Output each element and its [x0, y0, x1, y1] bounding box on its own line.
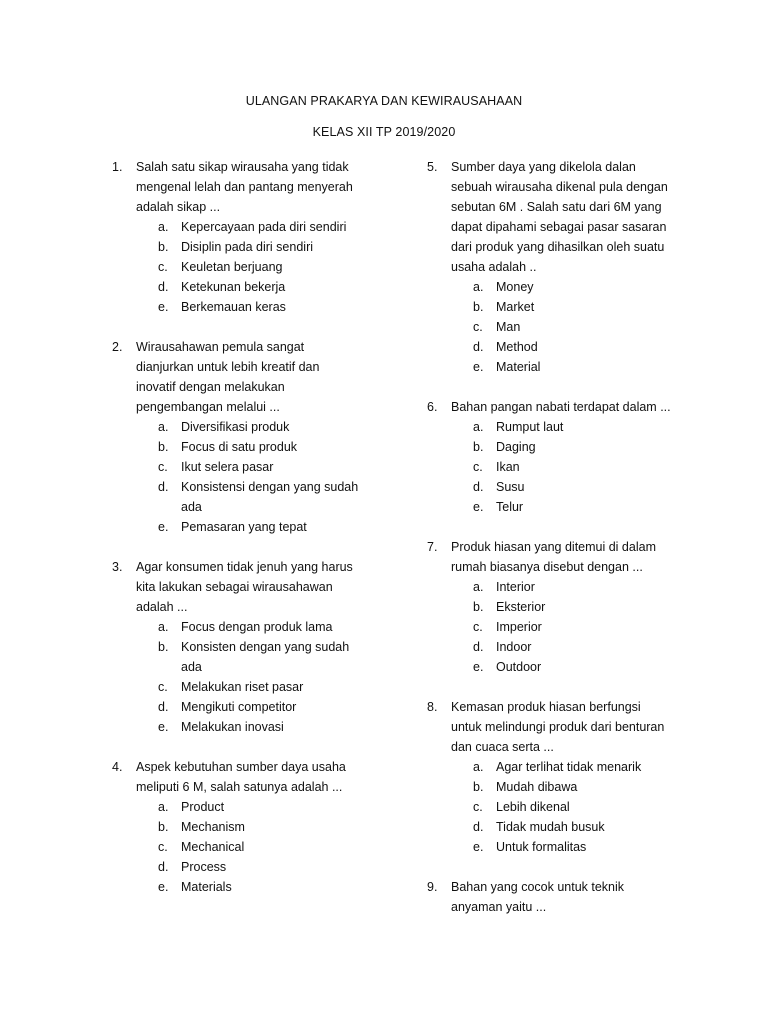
option-letter: a.: [158, 220, 169, 234]
answer-option: [136, 697, 374, 717]
option-letter: e.: [158, 300, 169, 314]
option-text-line: Eksterior: [496, 600, 546, 614]
question-number: 7.: [427, 540, 438, 554]
question-text-line: sebuah wirausaha dikenal pula dengan: [451, 180, 668, 194]
question-item: [427, 537, 695, 677]
option-text-line: Process: [181, 860, 227, 874]
answer-option: [136, 237, 374, 257]
answer-option: [136, 437, 374, 457]
question-spacer: [427, 517, 695, 537]
question-text-line: adalah sikap ...: [136, 200, 221, 214]
answer-option: [136, 257, 374, 277]
option-letter: b.: [158, 440, 169, 454]
option-text-line: Rumput laut: [496, 420, 564, 434]
option-text-line: Kepercayaan pada diri sendiri: [181, 220, 347, 234]
answer-option: [451, 277, 695, 297]
answer-option: [136, 417, 374, 437]
answer-option: [451, 437, 695, 457]
option-letter: a.: [158, 420, 169, 434]
answer-option: [451, 497, 695, 517]
question-number: 9.: [427, 880, 438, 894]
question-spacer: [427, 677, 695, 697]
option-text-line: Ikan: [496, 460, 520, 474]
option-letter: c.: [158, 460, 168, 474]
document-title: ULANGAN PRAKARYA DAN KEWIRAUSAHAAN: [245, 94, 523, 108]
option-list: [451, 577, 695, 677]
answer-option: [136, 717, 374, 737]
option-text-line: Konsistensi dengan yang sudah: [181, 480, 359, 494]
option-text-line: Lebih dikenal: [496, 800, 570, 814]
option-text-line: Indoor: [496, 640, 532, 654]
option-text-line: Material: [496, 360, 541, 374]
option-letter: b.: [473, 780, 484, 794]
question-number: 6.: [427, 400, 438, 414]
question-text-line: rumah biasanya disebut dengan ...: [451, 560, 643, 574]
question-text-line: Agar konsumen tidak jenuh yang harus: [136, 560, 353, 574]
option-letter: e.: [473, 660, 484, 674]
option-text-line: Materials: [181, 880, 232, 894]
answer-option: [136, 477, 374, 517]
option-letter: d.: [158, 700, 169, 714]
option-letter: a.: [473, 280, 484, 294]
answer-option: [136, 277, 374, 297]
question-text-line: untuk melindungi produk dari benturan: [451, 720, 665, 734]
question-text-line: Salah satu sikap wirausaha yang tidak: [136, 160, 349, 174]
answer-option: [451, 457, 695, 477]
option-letter: d.: [473, 820, 484, 834]
question-text-line: usaha adalah ..: [451, 260, 537, 274]
question-item: [427, 157, 695, 377]
option-letter: b.: [473, 300, 484, 314]
answer-option: [136, 637, 374, 677]
answer-option: [451, 817, 695, 837]
option-list: [136, 417, 374, 537]
question-text-line: sebutan 6M . Salah satu dari 6M yang: [451, 200, 662, 214]
option-text-line: Berkemauan keras: [181, 300, 286, 314]
option-letter: b.: [473, 600, 484, 614]
option-letter: d.: [158, 280, 169, 294]
answer-option: [451, 417, 695, 437]
question-text-line: adalah ...: [136, 600, 188, 614]
question-number: 5.: [427, 160, 438, 174]
option-text-line: Ikut selera pasar: [181, 460, 274, 474]
answer-option: [136, 677, 374, 697]
option-letter: c.: [473, 800, 483, 814]
answer-option: [451, 837, 695, 857]
answer-option: [451, 597, 695, 617]
option-letter: d.: [473, 480, 484, 494]
option-text-line: Mudah dibawa: [496, 780, 578, 794]
question-spacer: [112, 537, 374, 557]
question-spacer: [112, 737, 374, 757]
question-text-line: dapat dipahami sebagai pasar sasaran: [451, 220, 667, 234]
question-text-line: Kemasan produk hiasan berfungsi: [451, 700, 641, 714]
option-text-line: Market: [496, 300, 535, 314]
option-letter: e.: [473, 500, 484, 514]
question-item: [112, 557, 374, 737]
option-text-line: Melakukan riset pasar: [181, 680, 304, 694]
option-text-line: ada: [181, 660, 202, 674]
answer-option: [451, 757, 695, 777]
option-letter: d.: [158, 860, 169, 874]
option-list: [451, 757, 695, 857]
question-number: 2.: [112, 340, 123, 354]
question-number: 8.: [427, 700, 438, 714]
option-text-line: Focus dengan produk lama: [181, 620, 333, 634]
option-letter: c.: [158, 840, 168, 854]
option-text-line: Agar terlihat tidak menarik: [496, 760, 642, 774]
answer-option: [136, 877, 374, 897]
option-letter: b.: [158, 820, 169, 834]
answer-option: [136, 617, 374, 637]
right-question-column: [427, 157, 695, 917]
question-number: 3.: [112, 560, 123, 574]
answer-option: [451, 637, 695, 657]
option-letter: c.: [158, 680, 168, 694]
option-text-line: Mechanism: [181, 820, 245, 834]
answer-option: [451, 357, 695, 377]
option-list: [136, 797, 374, 897]
question-item: [427, 697, 695, 857]
option-letter: c.: [473, 620, 483, 634]
answer-option: [451, 477, 695, 497]
option-text-line: ada: [181, 500, 202, 514]
option-text-line: Outdoor: [496, 660, 542, 674]
option-text-line: Untuk formalitas: [496, 840, 587, 854]
answer-option: [451, 777, 695, 797]
answer-option: [451, 577, 695, 597]
option-letter: b.: [158, 640, 169, 654]
question-text-line: Aspek kebutuhan sumber daya usaha: [136, 760, 346, 774]
question-text-line: dianjurkan untuk lebih kreatif dan: [136, 360, 320, 374]
question-text-line: meliputi 6 M, salah satunya adalah ...: [136, 780, 343, 794]
option-letter: c.: [158, 260, 168, 274]
option-letter: a.: [473, 760, 484, 774]
option-list: [451, 277, 695, 377]
question-spacer: [112, 317, 374, 337]
question-text-line: anyaman yaitu ...: [451, 900, 547, 914]
option-text-line: Mechanical: [181, 840, 245, 854]
option-text-line: Keuletan berjuang: [181, 260, 283, 274]
answer-option: [136, 797, 374, 817]
option-text-line: Man: [496, 320, 521, 334]
option-letter: a.: [158, 620, 169, 634]
option-text-line: Tidak mudah busuk: [496, 820, 605, 834]
option-letter: c.: [473, 460, 483, 474]
option-text-line: Diversifikasi produk: [181, 420, 290, 434]
option-list: [451, 417, 695, 517]
option-text-line: Ketekunan bekerja: [181, 280, 286, 294]
option-text-line: Focus di satu produk: [181, 440, 298, 454]
question-text-line: kita lakukan sebagai wirausahawan: [136, 580, 333, 594]
option-letter: a.: [473, 420, 484, 434]
question-spacer: [427, 377, 695, 397]
option-text-line: Konsisten dengan yang sudah: [181, 640, 350, 654]
answer-option: [451, 657, 695, 677]
option-letter: b.: [158, 240, 169, 254]
question-text-line: dan cuaca serta ...: [451, 740, 554, 754]
option-text-line: Product: [181, 800, 225, 814]
question-text-line: Wirausahawan pemula sangat: [136, 340, 305, 354]
answer-option: [136, 817, 374, 837]
option-letter: e.: [158, 880, 169, 894]
answer-option: [136, 857, 374, 877]
answer-option: [136, 837, 374, 857]
option-list: [136, 617, 374, 737]
option-text-line: Melakukan inovasi: [181, 720, 284, 734]
question-text-line: Produk hiasan yang ditemui di dalam: [451, 540, 656, 554]
option-letter: b.: [473, 440, 484, 454]
answer-option: [136, 457, 374, 477]
question-text-line: pengembangan melalui ...: [136, 400, 280, 414]
question-item: [427, 397, 695, 517]
option-letter: e.: [473, 360, 484, 374]
question-item: [112, 337, 374, 537]
question-text-line: Bahan pangan nabati terdapat dalam ...: [451, 400, 671, 414]
answer-option: [451, 297, 695, 317]
question-item: [112, 757, 374, 897]
option-letter: e.: [473, 840, 484, 854]
option-text-line: Telur: [496, 500, 524, 514]
option-text-line: Mengikuti competitor: [181, 700, 297, 714]
option-letter: d.: [158, 480, 169, 494]
option-text-line: Susu: [496, 480, 525, 494]
question-item: [427, 877, 695, 917]
option-list: [136, 217, 374, 317]
question-text-line: dari produk yang dihasilkan oleh suatu: [451, 240, 665, 254]
option-text-line: Daging: [496, 440, 536, 454]
option-letter: e.: [158, 720, 169, 734]
answer-option: [451, 617, 695, 637]
option-letter: a.: [473, 580, 484, 594]
question-number: 4.: [112, 760, 123, 774]
option-letter: a.: [158, 800, 169, 814]
answer-option: [451, 337, 695, 357]
option-text-line: Method: [496, 340, 538, 354]
option-text-line: Money: [496, 280, 534, 294]
option-text-line: Imperior: [496, 620, 542, 634]
question-text-line: Sumber daya yang dikelola dalan: [451, 160, 636, 174]
answer-option: [136, 517, 374, 537]
left-question-column: [112, 157, 374, 897]
option-letter: e.: [158, 520, 169, 534]
option-text-line: Interior: [496, 580, 535, 594]
option-text-line: Pemasaran yang tepat: [181, 520, 307, 534]
answer-option: [451, 317, 695, 337]
answer-option: [136, 217, 374, 237]
question-number: 1.: [112, 160, 123, 174]
question-text-line: Bahan yang cocok untuk teknik: [451, 880, 625, 894]
document-subtitle: KELAS XII TP 2019/2020: [312, 125, 456, 139]
question-text-line: mengenal lelah dan pantang menyerah: [136, 180, 353, 194]
question-text-line: inovatif dengan melakukan: [136, 380, 285, 394]
question-spacer: [427, 857, 695, 877]
option-text-line: Disiplin pada diri sendiri: [181, 240, 314, 254]
option-letter: d.: [473, 640, 484, 654]
option-letter: d.: [473, 340, 484, 354]
answer-option: [451, 797, 695, 817]
question-item: [112, 157, 374, 317]
answer-option: [136, 297, 374, 317]
option-letter: c.: [473, 320, 483, 334]
